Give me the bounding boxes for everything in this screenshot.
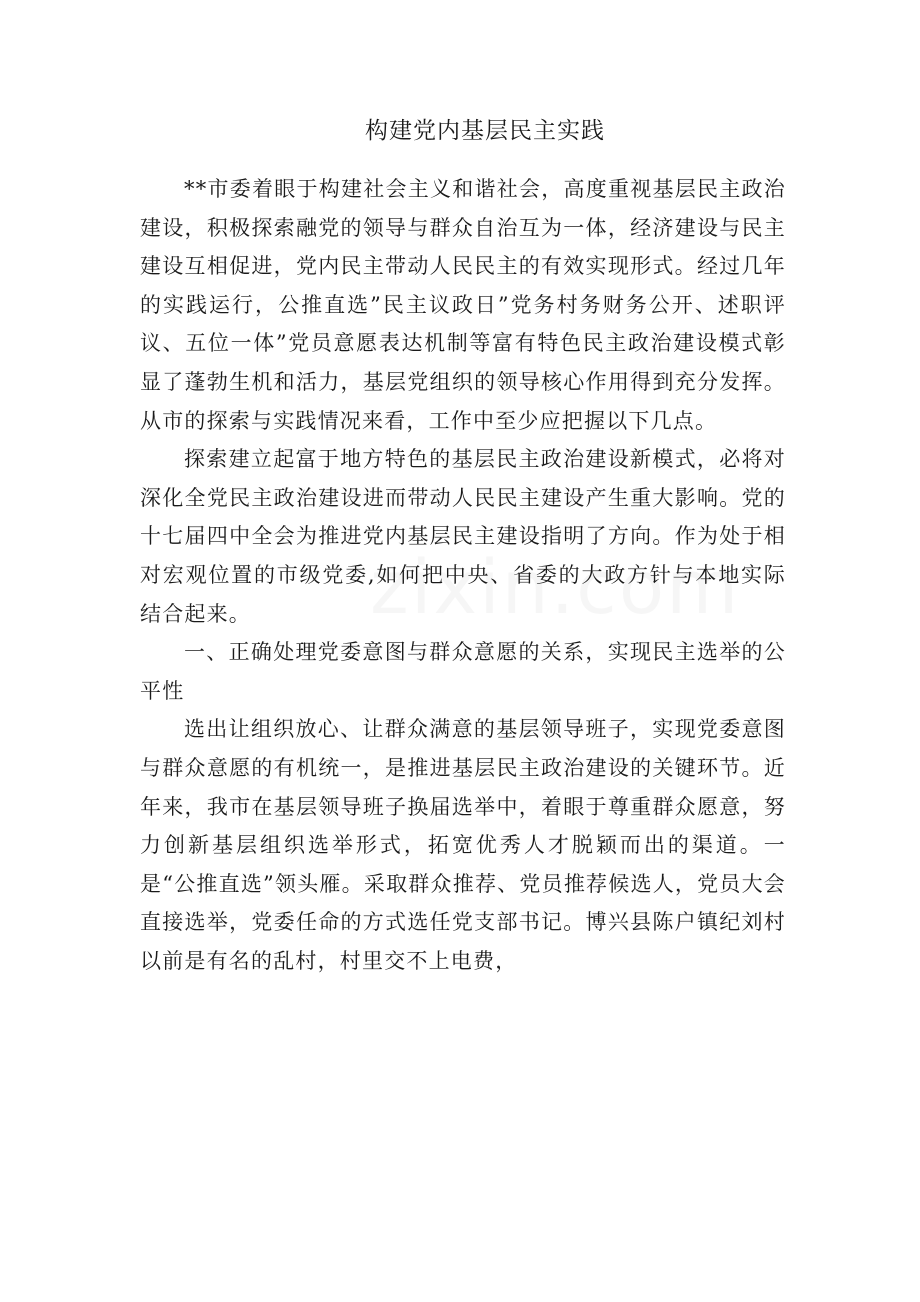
paragraph-intro: **市委着眼于构建社会主义和谐社会，高度重视基层民主政治建设，积极探索融党的领导与群众自治互为一体，经济建设与民主建设互相促进，党内民主带动人民民主的有效实现形式。经过几年的实践运行，公推直选”民主议政日”党务村务财务公开、述职评议、五位一体”党员意愿表达机制等富有特色民主政治建设模式彰显了蓬勃生机和活力，基层党组织的领导核心作用得到充分发挥。从市的探索与实践情况来看，工作中至少应把握以下几点。 bbox=[140, 177, 786, 433]
section-heading-1: 一、正确处理党委意图与群众意愿的关系，实现民主选举的公平性 bbox=[140, 640, 786, 703]
paragraph-election: 选出让组织放心、让群众满意的基层领导班子，实现党委意图与群众意愿的有机统一，是推进基层民主政治建设的关键环节。近年来，我市在基层领导班子换届选举中，着眼于尊重群众愿意，努力创新基层组织选举形式，拓宽优秀人才脱颖而出的渠道。一是“公推直选”领头雁。采取群众推荐、党员推荐候选人，党员大会直接选举，党委任命的方式选任党支部书记。博兴县陈户镇纪刘村以前是有名的乱村，村里交不上电费， bbox=[140, 717, 786, 973]
document-title: 构建党内基层民主实践 bbox=[365, 118, 605, 144]
paragraph-model: 探索建立起富于地方特色的基层民主政治建设新模式，必将对深化全党民主政治建设进而带动人民民主建设产生重大影响。党的十七届四中全会为推进党内基层民主建设指明了方向。作为处于相对宏观位置的市级党委,如何把中央、省委的大政方针与本地实际结合起来。 bbox=[140, 447, 786, 626]
document-body bbox=[140, 170, 786, 980]
